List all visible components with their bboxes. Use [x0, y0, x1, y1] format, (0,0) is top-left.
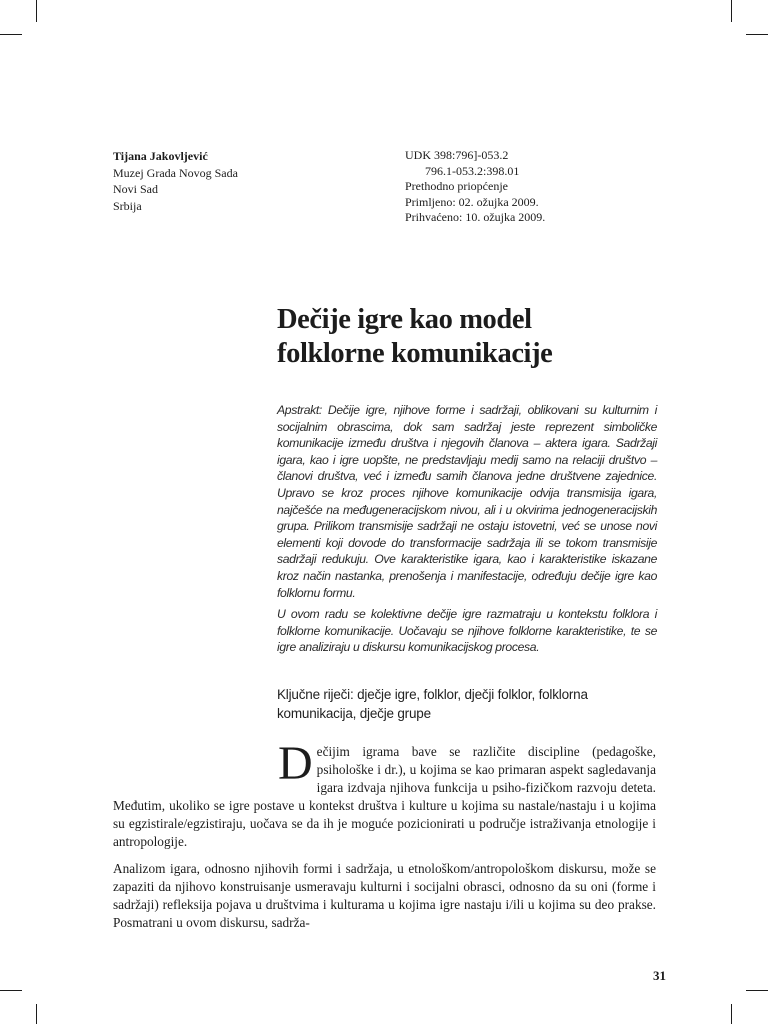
crop-mark-top-left-horizontal — [0, 34, 22, 35]
keywords: Ključne riječi: dječje igre, folklor, dječji folklor, folklorna komunikacija, dječje grupe — [277, 687, 588, 721]
udk-code: UDK 398:796]-053.2 — [405, 148, 509, 162]
body-paragraph-1 — [113, 737, 656, 851]
crop-mark-top-right-horizontal — [746, 34, 768, 35]
author-country: Srbija — [113, 198, 142, 213]
accepted-date: Prihvaćeno: 10. ožujka 2009. — [405, 210, 546, 224]
received-date: Primljeno: 02. ožujka 2009. — [405, 194, 539, 209]
crop-mark-top-right-vertical — [731, 0, 732, 22]
page-number: 31 — [653, 968, 666, 983]
author-name: Tijana Jakovljević — [113, 149, 208, 163]
abstract-paragraph-2: U ovom radu se kolektivne dečije igre razmatraju u kontekstu folklora i folklorne komunikacije. Uočavaju se njihove folklorne karakteristike, te se igre analiziraju u diskursu komunikacijskog procesa. — [277, 607, 657, 655]
drop-cap: D — [278, 737, 313, 790]
article-metadata — [405, 148, 705, 226]
crop-mark-bottom-left-vertical — [36, 1004, 37, 1024]
author-city: Novi Sad — [113, 182, 158, 196]
body-text — [113, 737, 656, 941]
abstract — [277, 402, 657, 661]
crop-mark-top-left-vertical — [36, 0, 37, 22]
title-line-1: Dečije igre kao model — [277, 304, 532, 335]
title-line-2: folklorne komunikacije — [277, 338, 553, 369]
author-institution: Muzej Grada Novog Sada — [113, 165, 238, 180]
body-paragraph-2: Analizom igara, odnosno njihovih formi i sadržaja, u etnološkom/antropološkom diskursu, može se zapaziti da njihovo konstruisanje usmeravaju kulturni i socijalni obrasci, odnosno da su oni (forme i sadržaji) refleksija pojava u društvima i kulturama u kojima igre nastaju i/ili u kojima su deo prakse. Posmatrani u ovom diskursu, sadrža- — [113, 861, 656, 930]
author-block — [113, 148, 353, 214]
article-type: Prethodno priopćenje — [405, 179, 508, 193]
article-title — [277, 303, 677, 371]
crop-mark-bottom-right-horizontal — [746, 990, 768, 991]
crop-mark-bottom-right-vertical — [731, 1004, 732, 1024]
udk-code-continued: 796.1-053.2:398.01 — [425, 163, 520, 178]
abstract-paragraph-1: Apstrakt: Dečije igre, njihove forme i sadržaji, oblikovani su kulturnim i socijalnim obrascima, dok sam sadržaj jeste reprezent simboličke komunikacije između društva i njegovih članova – aktera igara. Sadržaji igara, kao i igre uopšte, ne predstavljaju medij samo na relaciji društvo – članovi društva, već i između samih članova jedne društvene zajednice. Upravo se kroz proces njihove komunikacije odvija transmisija igara, najčešće na međugeneracijskom nivou, ali i u okvirima jednogeneracijskih grupa. Prilikom transmisije sadržaji ne ostaju istovetni, već se unose novi elementi koji dovode do transformacije sadržaja ili se tokom transmisije sadržaji redukuju. Ove karakteristike igara, kao i karakteristike iskazane kroz način nastanka, prenošenja i manifestacije, određuju dečije igre kao folklornu formu. — [277, 403, 657, 600]
body-paragraph-1-text: ečijim igrama bave se različite discipline (pedagoške, psihološke i dr.), u kojima se kao primaran aspekt sagledavanja igara izdvaja njihova funkcija u psiho-fizičkom razvoju deteta. Međutim, ukoliko se igre postave u kontekst društva i kulture u kojima su nastale/nastaju i u kojima su egzistirale/egzistiraju, uočava se da ih je moguće pozicionirati u područje istraživanja etnologije i antropologije. — [113, 744, 656, 849]
crop-mark-bottom-left-horizontal — [0, 990, 22, 991]
